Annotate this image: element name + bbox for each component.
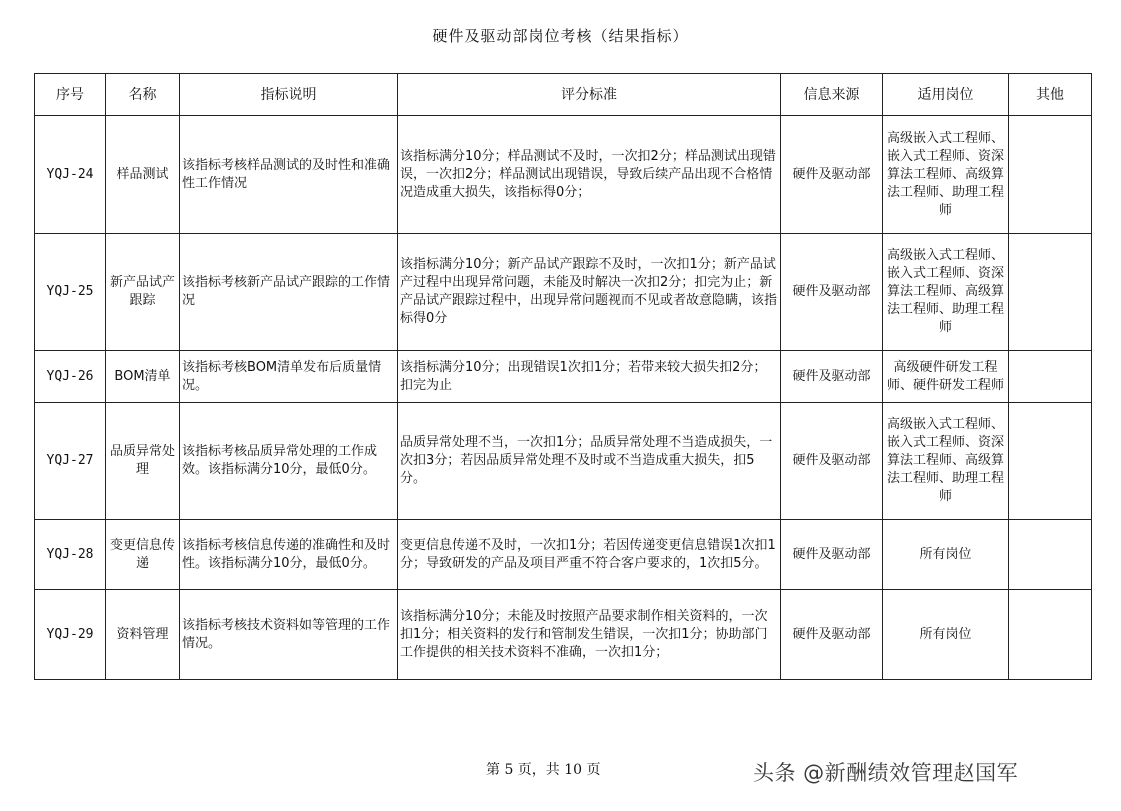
row-criteria: 变更信息传递不及时，一次扣1分；若因传递变更信息错误1次扣1分；导致研发的产品及项目严重不符合客户要求的，1次扣5分。 (398, 520, 781, 590)
row-name: 新产品试产跟踪 (106, 234, 180, 351)
row-name: 品质异常处理 (106, 403, 180, 520)
assessment-table (34, 73, 1092, 680)
row-other (1009, 234, 1092, 351)
table-row (35, 234, 1092, 351)
row-description: 该指标考核新产品试产跟踪的工作情况 (180, 234, 398, 351)
table-header-row (35, 74, 1092, 116)
row-post: 高级嵌入式工程师、嵌入式工程师、资深算法工程师、高级算法工程师、助理工程师 (883, 116, 1009, 234)
row-other (1009, 590, 1092, 680)
row-description: 该指标考核品质异常处理的工作成效。该指标满分10分，最低0分。 (180, 403, 398, 520)
row-source: 硬件及驱动部 (781, 234, 883, 351)
table-row (35, 520, 1092, 590)
row-description: 该指标考核样品测试的及时性和准确性工作情况 (180, 116, 398, 234)
header-other: 其他 (1009, 74, 1092, 116)
row-source: 硬件及驱动部 (781, 403, 883, 520)
row-other (1009, 520, 1092, 590)
row-id: YQJ-24 (35, 116, 106, 234)
row-name: BOM清单 (106, 351, 180, 403)
row-post: 所有岗位 (883, 520, 1009, 590)
row-description: 该指标考核信息传递的准确性和及时性。该指标满分10分，最低0分。 (180, 520, 398, 590)
table-row (35, 116, 1092, 234)
header-post: 适用岗位 (883, 74, 1009, 116)
header-criteria: 评分标准 (398, 74, 781, 116)
page-number: 第 5 页，共 10 页 (486, 762, 601, 778)
row-id: YQJ-28 (35, 520, 106, 590)
header-name: 名称 (106, 74, 180, 116)
page-title: 硬件及驱动部岗位考核（结果指标） (432, 27, 689, 45)
row-id: YQJ-27 (35, 403, 106, 520)
watermark: 头条 @新酬绩效管理赵国军 (753, 761, 1019, 785)
row-post: 高级嵌入式工程师、嵌入式工程师、资深算法工程师、高级算法工程师、助理工程师 (883, 403, 1009, 520)
row-id: YQJ-25 (35, 234, 106, 351)
table-row (35, 351, 1092, 403)
row-name: 变更信息传递 (106, 520, 180, 590)
row-description: 该指标考核技术资料如等管理的工作情况。 (180, 590, 398, 680)
row-criteria: 品质异常处理不当，一次扣1分；品质异常处理不当造成损失，一次扣3分；若因品质异常处理不及时或不当造成重大损失，扣5分。 (398, 403, 781, 520)
row-post: 所有岗位 (883, 590, 1009, 680)
row-source: 硬件及驱动部 (781, 116, 883, 234)
row-criteria: 该指标满分10分；未能及时按照产品要求制作相关资料的，一次扣1分；相关资料的发行和管制发生错误，一次扣1分；协助部门工作提供的相关技术资料不准确，一次扣1分； (398, 590, 781, 680)
row-criteria: 该指标满分10分；出现错误1次扣1分；若带来较大损失扣2分；扣完为止 (398, 351, 781, 403)
row-post: 高级硬件研发工程师、硬件研发工程师 (883, 351, 1009, 403)
row-source: 硬件及驱动部 (781, 520, 883, 590)
header-description: 指标说明 (180, 74, 398, 116)
row-criteria: 该指标满分10分；新产品试产跟踪不及时，一次扣1分；新产品试产过程中出现异常问题，未能及时解决一次扣2分；扣完为止；新产品试产跟踪过程中，出现异常问题视而不见或者故意隐瞒，该指标得0分 (398, 234, 781, 351)
row-criteria: 该指标满分10分；样品测试不及时，一次扣2分；样品测试出现错误，一次扣2分；样品测试出现错误，导致后续产品出现不合格情况造成重大损失，该指标得0分； (398, 116, 781, 234)
row-other (1009, 351, 1092, 403)
table-row (35, 403, 1092, 520)
row-post: 高级嵌入式工程师、嵌入式工程师、资深算法工程师、高级算法工程师、助理工程师 (883, 234, 1009, 351)
table-row (35, 590, 1092, 680)
row-name: 资料管理 (106, 590, 180, 680)
row-description: 该指标考核BOM清单发布后质量情况。 (180, 351, 398, 403)
row-name: 样品测试 (106, 116, 180, 234)
header-source: 信息来源 (781, 74, 883, 116)
header-index: 序号 (35, 74, 106, 116)
row-id: YQJ-26 (35, 351, 106, 403)
row-id: YQJ-29 (35, 590, 106, 680)
row-other (1009, 403, 1092, 520)
row-source: 硬件及驱动部 (781, 351, 883, 403)
row-other (1009, 116, 1092, 234)
row-source: 硬件及驱动部 (781, 590, 883, 680)
